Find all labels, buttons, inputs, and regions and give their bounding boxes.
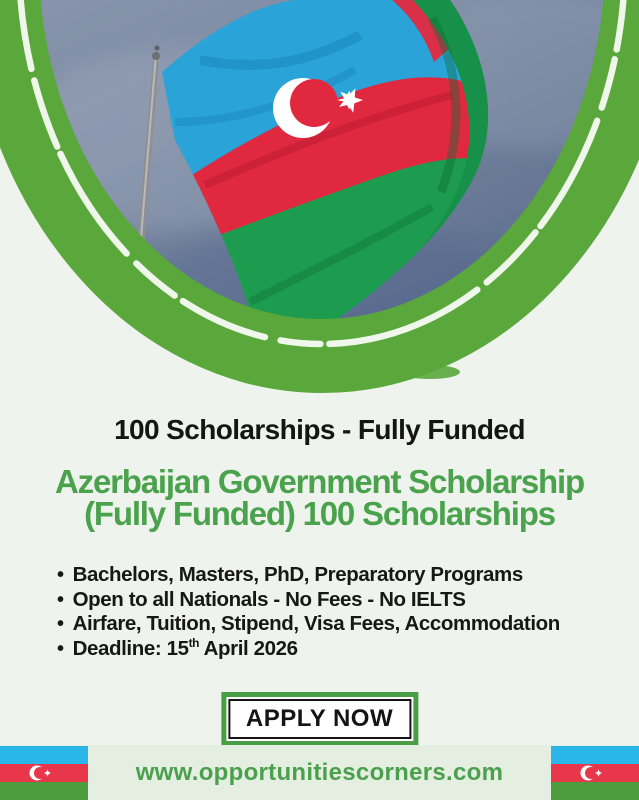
azerbaijan-flag-right-icon (551, 746, 639, 800)
benefits-list (57, 563, 560, 661)
page-title-line1: Azerbaijan Government Scholarship (55, 463, 584, 500)
bullet-icon: • (57, 613, 64, 636)
benefit-text: Open to all Nationals - No Fees - No IELTS (72, 587, 466, 611)
headline: 100 Scholarships - Fully Funded (114, 414, 525, 445)
apply-now-button[interactable] (221, 692, 418, 746)
benefit-text: Bachelors, Masters, PhD, Preparatory Programs (72, 563, 523, 586)
bullet-icon: • (57, 588, 64, 611)
deadline-item (57, 637, 560, 662)
page-title (0, 463, 639, 532)
benefit-text: Airfare, Tuition, Stipend, Visa Fees, Accommodation (72, 612, 560, 636)
benefit-item (57, 612, 560, 637)
page-title-line2: (Fully Funded) 100 Scholarships (84, 495, 555, 532)
bullet-icon: • (57, 637, 64, 660)
ordinal-superscript: th (188, 635, 200, 650)
azerbaijan-flag-left-icon (0, 746, 88, 800)
benefit-item (57, 588, 560, 613)
benefit-item (57, 563, 560, 588)
website-url[interactable]: www.opportunitiescorners.com (135, 759, 504, 786)
bullet-icon: • (57, 564, 64, 586)
apply-now-label: APPLY NOW (228, 699, 411, 739)
deadline-text: Deadline: 15th April 2026 (72, 635, 298, 660)
